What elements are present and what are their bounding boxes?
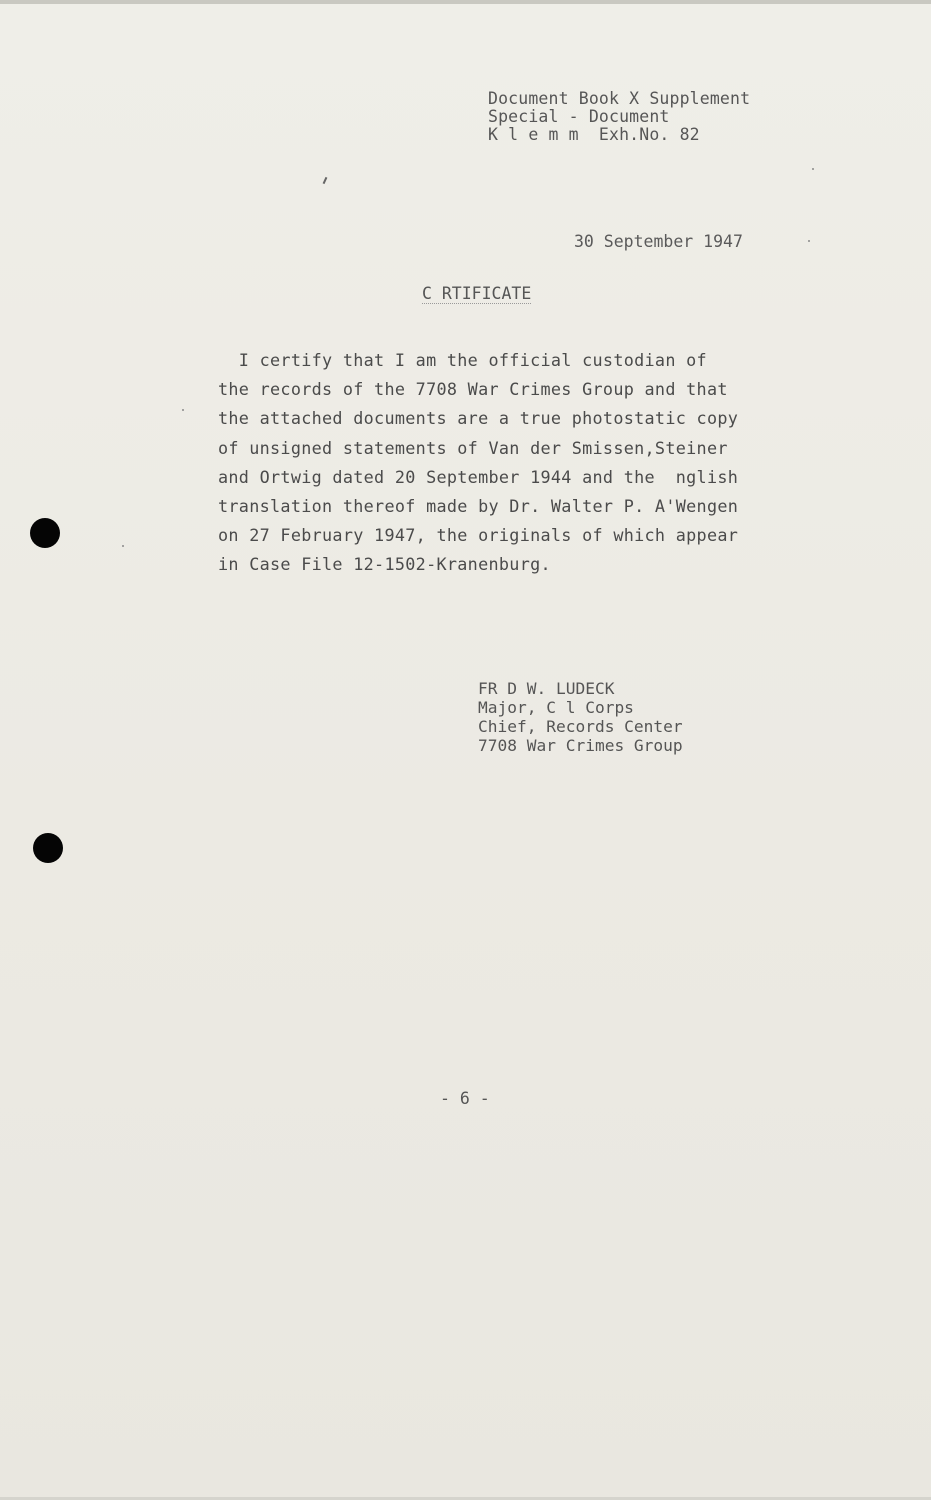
paper-speck [812, 168, 814, 170]
header-line-book: Document Book X Supplement [488, 89, 751, 108]
body-line: the records of the 7708 War Crimes Group and that [218, 379, 728, 400]
stray-pencil-mark [323, 177, 328, 184]
paper-speck [182, 409, 184, 411]
body-line: translation thereof made by Dr. Walter P. A'Wengen [218, 496, 739, 517]
body-line: and Ortwig dated 20 September 1944 and the nglish [218, 466, 739, 487]
signer-unit: 7708 War Crimes Group [478, 736, 683, 755]
signer-name: FR D W. LUDECK [478, 679, 615, 698]
header-line-exhibit: K l e m m Exh.No. 82 [488, 125, 700, 144]
paper-speck [808, 240, 810, 242]
body-line: of unsigned statements of Van der Smissen,Steiner [218, 437, 728, 458]
paper-speck [122, 545, 124, 547]
page-top-edge [0, 0, 931, 4]
document-header [488, 90, 818, 144]
punch-hole-icon [30, 518, 60, 548]
document-title: C RTIFICATE [422, 284, 532, 303]
body-line: I certify that I am the official custodian of [218, 350, 707, 370]
certificate-body [218, 346, 818, 580]
page-number: - 6 - [440, 1089, 490, 1108]
signer-rank: Major, C l Corps [478, 698, 634, 717]
body-line: in Case File 12-1502-Kranenburg. [218, 554, 551, 575]
body-line: the attached documents are a true photostatic copy [218, 408, 739, 429]
punch-hole-icon [33, 833, 63, 863]
document-date: 30 September 1947 [574, 232, 743, 251]
header-line-special: Special - Document [488, 107, 670, 126]
signature-block [478, 679, 768, 755]
signer-position: Chief, Records Center [478, 717, 683, 736]
body-line: on 27 February 1947, the originals of which appear [218, 525, 739, 546]
